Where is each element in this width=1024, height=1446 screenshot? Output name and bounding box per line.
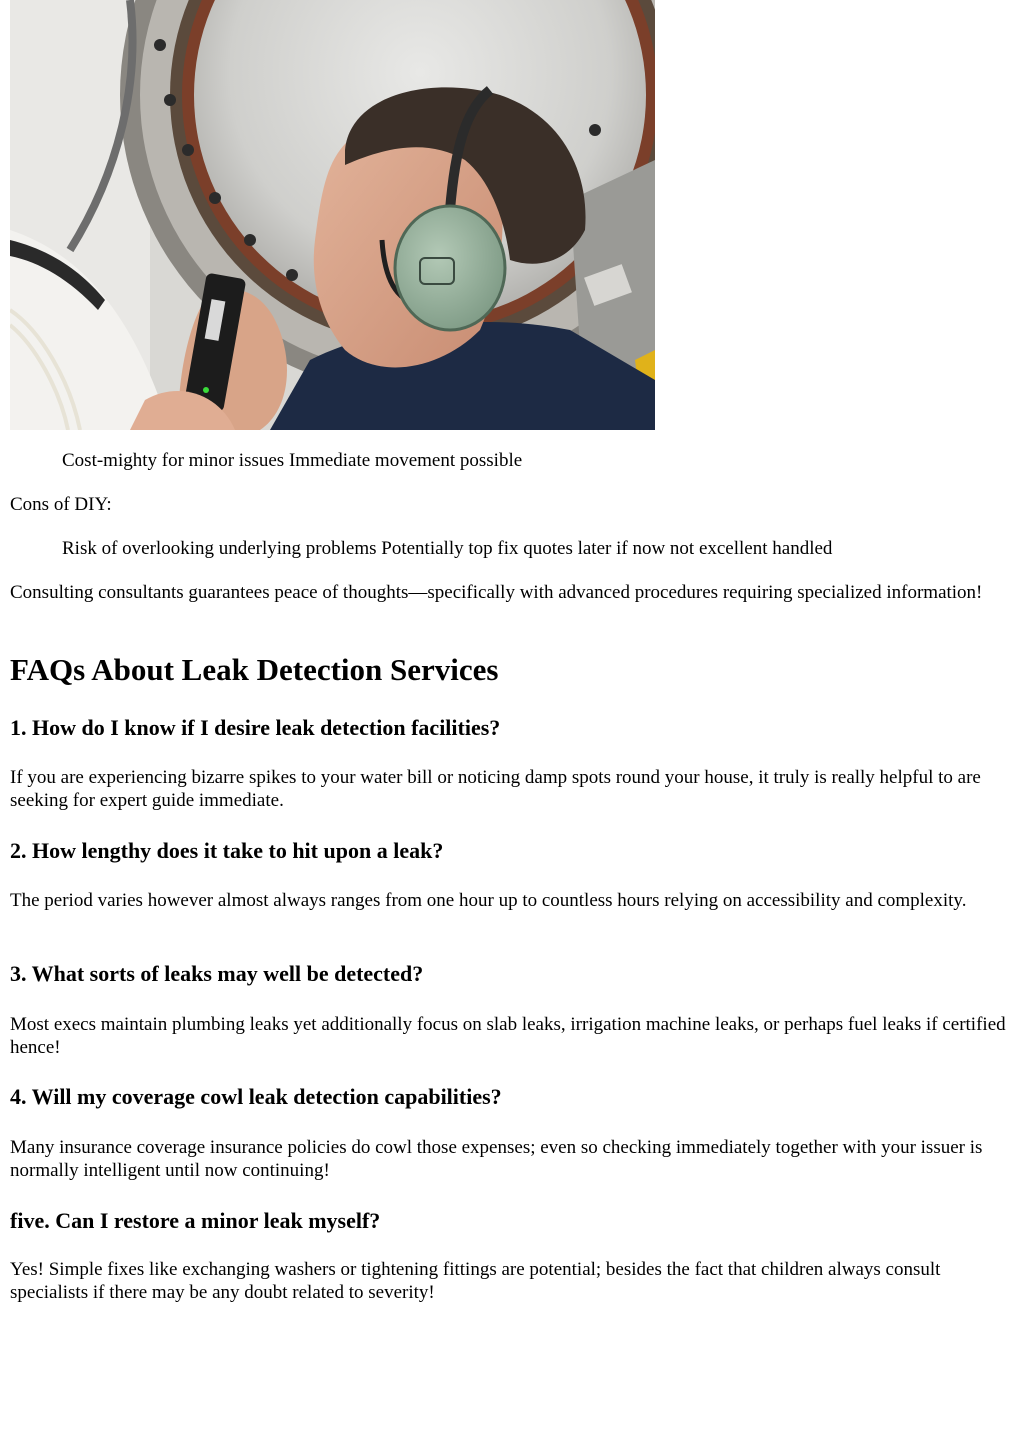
- faq-question-3: 3. What sorts of leaks may well be detected?: [10, 961, 424, 986]
- faq-question-4: 4. Will my coverage cowl leak detection capabilities?: [10, 1084, 502, 1109]
- cons-list: Risk of overlooking underlying problems Potentially top fix quotes later if now not excellent handled: [62, 538, 833, 559]
- faq-question-1: 1. How do I know if I desire leak detection facilities?: [10, 715, 501, 740]
- pros-list: Cost-mighty for minor issues Immediate movement possible: [62, 450, 523, 471]
- faq-answer-3: Most execs maintain plumbing leaks yet additionally focus on slab leaks, irrigation machine leaks, or perhaps fuel leaks if certified hence!: [10, 1014, 1006, 1058]
- faq-answer-1: If you are experiencing bizarre spikes to your water bill or noticing damp spots round your house, it truly is really helpful to are seeking for expert guide immediate.: [10, 767, 981, 811]
- faq-question-5: five. Can I restore a minor leak myself?: [10, 1208, 381, 1233]
- faq-answer-2: The period varies however almost always ranges from one hour up to countless hours relying on accessibility and complexity.: [10, 890, 967, 911]
- faq-answer-4: Many insurance coverage insurance policies do cowl those expenses; even so checking immediately together with your issuer is normally intelligent until now continuing!: [10, 1137, 983, 1181]
- consulting-paragraph: Consulting consultants guarantees peace of thoughts—specifically with advanced procedures requiring specialized information!: [10, 582, 983, 603]
- faq-answer-5: Yes! Simple fixes like exchanging washers or tightening fittings are potential; besides the fact that children always consult specialists if there may be any doubt related to severity!: [10, 1259, 941, 1303]
- article: [10, 0, 1018, 1303]
- faq-title: FAQs About Leak Detection Services: [10, 652, 499, 687]
- faq-question-2: 2. How lengthy does it take to hit upon a leak?: [10, 838, 444, 863]
- cons-heading: Cons of DIY:: [10, 494, 112, 515]
- astronaut-leak-detection-photo: [10, 0, 655, 430]
